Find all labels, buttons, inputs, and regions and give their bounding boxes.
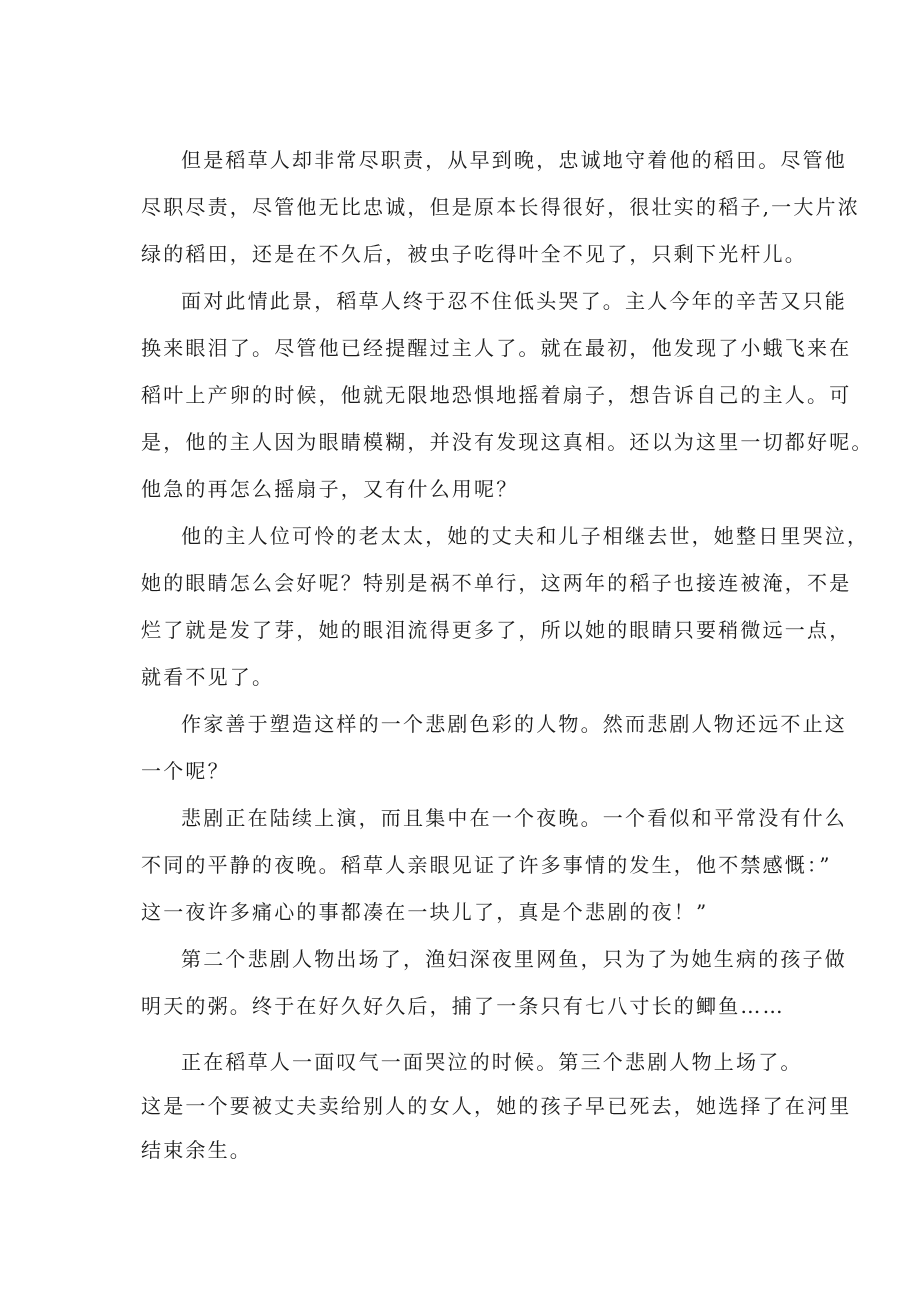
text-line: 一个呢？ <box>141 759 230 783</box>
text-line: 这一夜许多痛心的事都凑在一块儿了，真是个悲剧的夜！” <box>141 900 709 924</box>
text-line: 换来眼泪了。尽管他已经提醒过主人了。就在最初，他发现了小蛾飞来在 <box>141 336 852 360</box>
text-line: 正在稻草人一面叹气一面哭泣的时候。第三个悲剧人物上场了。 <box>181 1050 803 1074</box>
text-line: 他急的再怎么摇扇子，又有什么用呢？ <box>141 477 519 501</box>
text-line: 稻叶上产卵的时候，他就无限地恐惧地摇着扇子，想告诉自己的主人。可 <box>141 383 852 407</box>
text-line: 明天的粥。终于在好久好久后，捕了一条只有七八寸长的鲫鱼…… <box>141 994 785 1018</box>
text-line: 这是一个要被丈夫卖给别人的女人，她的孩子早已死去，她选择了在河里 <box>141 1094 852 1118</box>
text-line: 悲剧正在陆续上演，而且集中在一个夜晚。一个看似和平常没有什么 <box>181 806 847 830</box>
text-line: 是，他的主人因为眼睛模糊，并没有发现这真相。还以为这里一切都好呢。 <box>141 430 874 454</box>
text-line: 但是稻草人却非常尽职责，从早到晚，忠诚地守着他的稻田。尽管他 <box>181 148 847 172</box>
text-line: 烂了就是发了芽，她的眼泪流得更多了，所以她的眼睛只要稍微远一点， <box>141 618 852 642</box>
text-line: 第二个悲剧人物出场了，渔妇深夜里网鱼，只为了为她生病的孩子做 <box>181 947 847 971</box>
text-line: 就看不见了。 <box>141 665 275 689</box>
text-line: 尽职尽责，尽管他无比忠诚，但是原本长得很好，很壮实的稻子,一大片浓 <box>141 195 860 219</box>
text-line: 不同的平静的夜晚。稻草人亲眼见证了许多事情的发生，他不禁感慨：” <box>141 853 832 877</box>
text-line: 面对此情此景，稻草人终于忍不住低头哭了。主人今年的辛苦又只能 <box>181 289 847 313</box>
text-line: 她的眼睛怎么会好呢？特别是祸不单行，这两年的稻子也接连被淹，不是 <box>141 571 852 595</box>
text-line: 他的主人位可怜的老太太，她的丈夫和儿子相继去世，她整日里哭泣， <box>181 524 870 548</box>
text-line: 结束余生。 <box>141 1138 252 1162</box>
text-line: 作家善于塑造这样的一个悲剧色彩的人物。然而悲剧人物还远不止这 <box>181 712 847 736</box>
text-line: 绿的稻田，还是在不久后，被虫子吃得叶全不见了，只剩下光杆儿。 <box>141 242 807 266</box>
